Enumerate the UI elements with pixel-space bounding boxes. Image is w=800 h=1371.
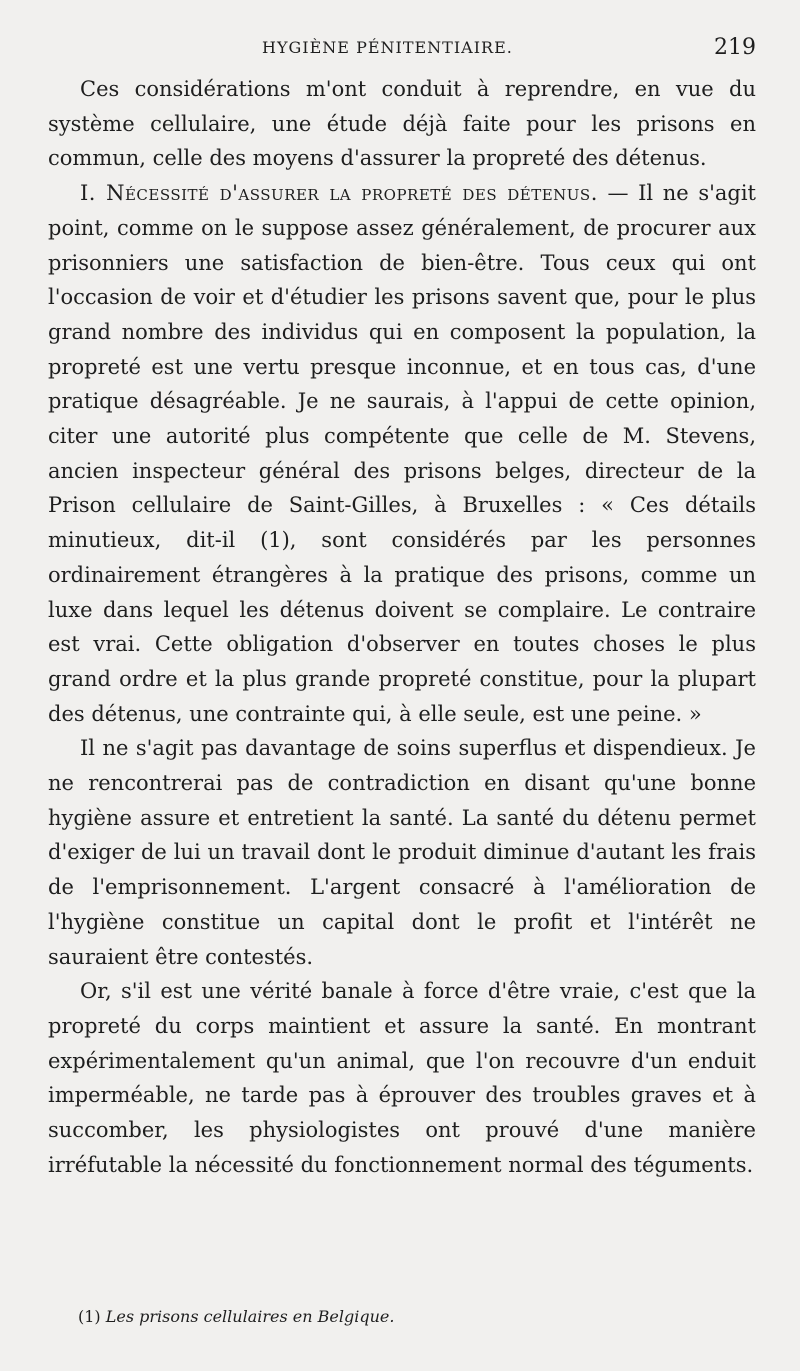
footnote <box>78 1307 394 1326</box>
footnote-text: Les prisons cellulaires en Belgique. <box>105 1307 395 1326</box>
footnote-marker: (1) <box>78 1307 101 1326</box>
paragraph-2-text: — Il ne s'agit point, comme on le suppose assez généralement, de procurer aux prisonniers une satisfaction de bien-être. Tous ceux qui ont l'occasion de voir et d'étudier les prisons savent que, pour le plus grand nombre des individus qui en composent la population, la propreté est une vertu presque inconnue, et en tous cas, d'une pratique désagréable. Je ne saurais, à l'appui de cette opinion, citer une autorité plus compétente que celle de M. Stevens, ancien inspecteur général des prisons belges, directeur de la Prison cellulaire de Saint-Gilles, à Bruxelles : « Ces détails minutieux, dit-il (1), sont considérés par les personnes ordinairement étrangères à la pratique des prisons, comme un luxe dans lequel les détenus doivent se complaire. Le contraire est vrai. Cette obligation d'observer en toutes choses le plus grand ordre et la plus grande propreté constitue, pour la plupart des détenus, une contrainte qui, à elle seule, est une peine. » <box>48 181 756 726</box>
paragraph-1: Ces considérations m'ont conduit à reprendre, en vue du système cellulaire, une étude déjà faite pour les prisons en commun, celle des moyens d'assurer la propreté des détenus. <box>48 77 756 171</box>
paragraph-2 <box>48 176 756 731</box>
paragraph-4: Or, s'il est une vérité banale à force d'être vraie, c'est que la propreté du corps maintient et assure la santé. En montrant expérimentalement qu'un animal, que l'on recouvre d'un enduit imperméable, ne tarde pas à éprouver des troubles graves et à succomber, les physiologistes ont prouvé d'une manière irréfutable la nécessité du fonctionnement normal des téguments. <box>48 979 756 1177</box>
section-heading: I. Nécessité d'assurer la propreté des détenus. <box>80 181 598 206</box>
page-number: 219 <box>714 35 756 60</box>
page-header <box>48 35 756 64</box>
running-title: HYGIÈNE PÉNITENTIAIRE. <box>262 38 513 57</box>
paragraph-3: Il ne s'agit pas davantage de soins superflus et dispendieux. Je ne rencontrerai pas de contradiction en disant qu'une bonne hygiène assure et entretient la santé. La santé du détenu permet d'exiger de lui un travail dont le produit diminue d'autant les frais de l'emprisonnement. L'argent consacré à l'amélioration de l'hygiène constitue un capital dont le profit et l'intérêt ne sauraient être contestés. <box>48 736 756 969</box>
body-text <box>48 72 756 1183</box>
